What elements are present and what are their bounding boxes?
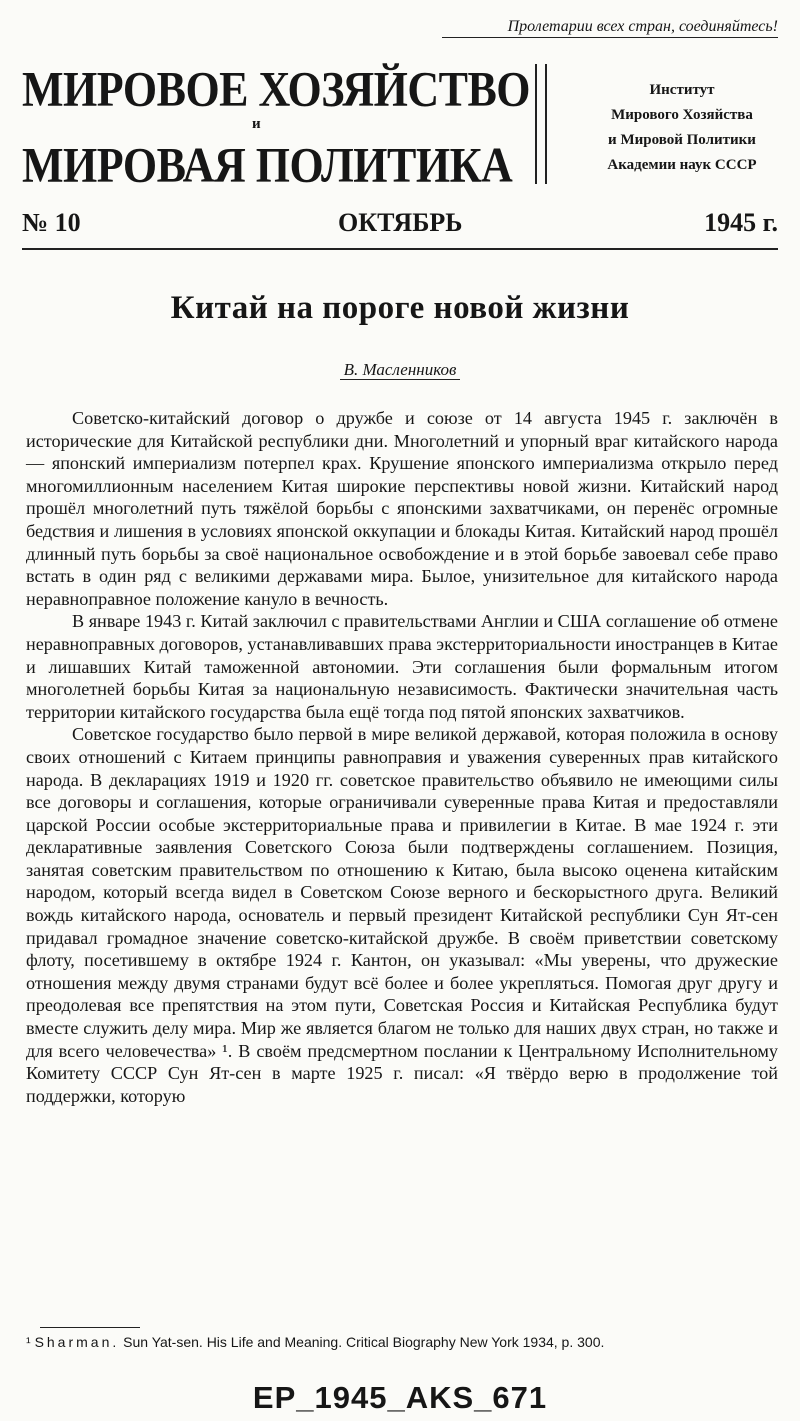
journal-title-line2: МИРОВАЯ ПОЛИТИКА <box>22 138 513 193</box>
footnote-divider <box>40 1327 140 1328</box>
institute-line: Мирового Хозяйства <box>611 107 753 123</box>
paragraph: Советское государство было первой в мире великой державой, которая положила в основу своих отношений с Китаем принципы равноправия и уважения суверенных прав китайского народа. В декларациях 1919 и 1920 гг. советское правительство объявило не имеющими силы все договоры и соглашения, которые ограничивали суверенные права Китая и предоставляли царской России особые экстерриториальные права и привилегии в Китае. В мае 1924 г. эти декларативные заявления Советского Союза были подтверждены соглашением. Позиция, занятая советским правительством по отношению к Китаю, была высоко оценена китайским народом, который всегда видел в Советском Союзе верного и бескорыстного друга. Великий вождь китайского народа, основатель и первый президент Китайской республики Сун Ят-сен придавал громадное значение советско-китайской дружбе. В своём приветствии советскому флоту, посетившему в октябре 1924 г. Кантон, он указывал: «Мы уверены, что дружеские отношения между двумя странами будут всё более и более укрепляться. Помогая друг другу и преодолевая все препятствия на этом пути, Советская Россия и Китайская Республика будут вместе служить делу мира. Мир же является благом не только для наших двух стран, но также и для всего человечества» ¹. В своём предсмертном послании к Центральному Исполнительному Комитету СССР Сун Ят-сен в марте 1925 г. писал: «Я твёрдо верю в продолжение той поддержки, которую <box>26 724 778 1106</box>
masthead-divider <box>535 64 547 184</box>
issue-year: 1945 г. <box>704 208 778 237</box>
masthead <box>22 58 782 193</box>
issue-number: № 10 <box>22 208 81 237</box>
footnote <box>26 1332 778 1352</box>
article-author <box>0 360 800 380</box>
institute-line: и Мировой Политики <box>608 132 756 148</box>
publisher-institute <box>582 78 782 178</box>
paragraph: Советско-китайский договор о дружбе и союзе от 14 августа 1945 г. заключён в исторические для Китайской республики дни. Многолетний и упорный враг китайского народа — японский империализм потерпел крах. Крушение японского империализма открыло перед многомиллионным населением Китая широкие перспективы новой жизни. Китайский народ прошёл многолетний путь тяжёлой борьбы с японскими захватчиками, он перенёс огромные бедствия и лишения в условиях японской оккупации и блокады Китая. Китайский народ прошёл длинный путь борьбы за своё национальное освобождение и в этой борьбе завоевал себе право встать в один ряд с великими державами мира. Былое, унизительное для китайского народа неравноправное положение кануло в вечность. <box>26 408 778 609</box>
footnote-text: Sun Yat-sen. His Life and Meaning. Critical Biography New York 1934, p. 300. <box>123 1334 605 1350</box>
party-slogan: Пролетарии всех стран, соединяйтесь! <box>442 18 778 38</box>
institute-line: Институт <box>649 82 715 98</box>
footnote-marker: ¹ <box>26 1334 31 1350</box>
archive-code: EP_1945_AKS_671 <box>252 1380 548 1415</box>
issue-month: ОКТЯБРЬ <box>338 208 463 237</box>
footnote-author: Sharman. <box>34 1334 120 1350</box>
article-body <box>26 407 778 1107</box>
article-title: Китай на пороге новой жизни <box>170 290 630 326</box>
journal-title-line1: МИРОВОЕ ХОЗЯЙСТВО <box>22 62 531 117</box>
institute-line: Академии наук СССР <box>607 157 757 173</box>
header-rule <box>22 248 778 250</box>
journal-title-conjunction: и <box>252 116 261 132</box>
issue-bar <box>22 208 778 244</box>
paragraph: В январе 1943 г. Китай заключил с правительствами Англии и США соглашение об отмене неравноправных договоров, устанавливавших права экстерриториальности иностранцев в Китае и лишавших Китай таможенной автономии. Эти соглашения были формальным итогом многолетней борьбы Китая за национальную независимость. Фактически значительная часть территории китайского государства была ещё тогда под пятой японских захватчиков. <box>26 611 778 722</box>
author-name: В. Масленников <box>340 360 461 380</box>
